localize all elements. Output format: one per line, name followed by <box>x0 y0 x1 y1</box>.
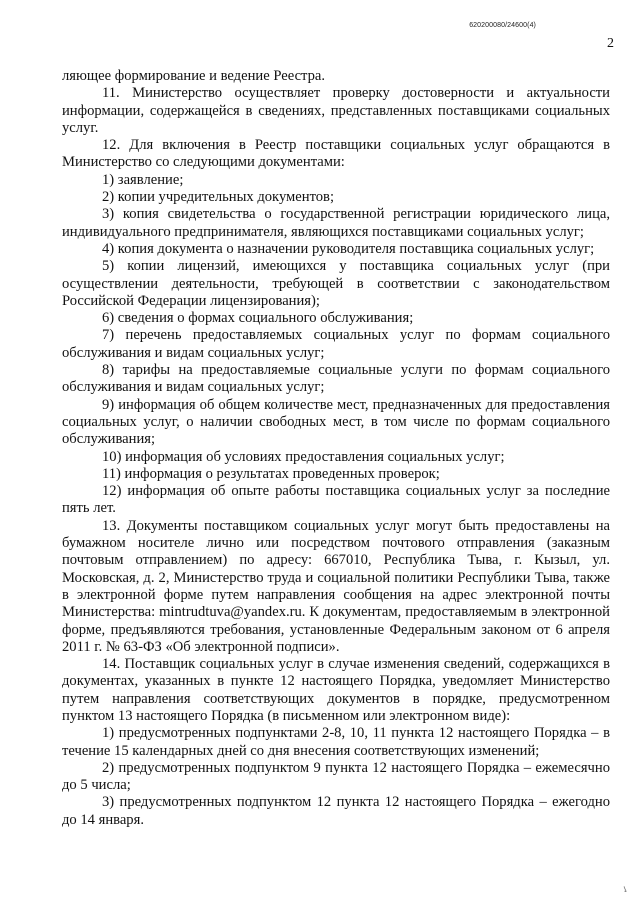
scan-artifact-mark: ✓ <box>619 883 633 896</box>
list-item-12-4: 4) копия документа о назначении руководителя поставщика социальных услуг; <box>102 240 595 257</box>
list-item-12-8: 8) тарифы на предоставляемые социальные услуги по формам социального обслуживания и видам социальных услуг; <box>62 362 610 396</box>
document-body <box>62 68 610 829</box>
list-item-14-2: 2) предусмотренных подпунктом 9 пункта 12 настоящего Порядка – ежемесячно до 5 числа; <box>62 759 610 794</box>
list-item-12-3: 3) копия свидетельства о государственной регистрации юридического лица, индивидуального предпринимателя, являющихся поставщиками социальных услуг; <box>62 206 610 240</box>
list-item-12-1: 1) заявление; <box>102 171 184 188</box>
paragraph-continuation: ляющее формирование и ведение Реестра. <box>62 68 326 84</box>
paragraph-item-13: 13. Документы поставщиком социальных услуг могут быть предоставлены на бумажном носителе лично или посредством почтового отправления (заказным почтовым отправлением) по адресу: 667010, Республика Тыва, г. Кызыл, ул. Московская, д. 2, Министерство труда и социальной политики Республики Тыва, также в электронной форме путем направления сообщения на адрес электронной почты Министерства: mintrudtuva@yandex.ru. К документам, предоставляемым в электронной форме, предъявляются требования, установленные Федеральным законом от 6 апреля 2011 г. № 63-ФЗ «Об электронной подписи». <box>62 517 610 655</box>
document-code: 620200080/24600(4) <box>469 22 536 29</box>
list-item-12-9: 9) информация об общем количестве мест, предназначенных для предоставления социальных услуг, о наличии свободных мест, в том числе по формам социального обслуживания; <box>62 396 610 448</box>
list-item-12-11: 11) информация о результатах проведенных проверок; <box>102 465 440 482</box>
page-number: 2 <box>607 36 614 51</box>
list-item-12-6: 6) сведения о формах социального обслуживания; <box>102 310 414 327</box>
list-item-12-2: 2) копии учредительных документов; <box>102 189 334 206</box>
list-item-12-12: 12) информация об опыте работы поставщика социальных услуг за последние пять лет. <box>62 483 610 517</box>
list-item-12-5: 5) копии лицензий, имеющихся у поставщика социальных услуг (при осуществлении деятельности, требующей в соответствии с законодательством Российской Федерации лицензирования); <box>62 258 610 309</box>
paragraph-item-12: 12. Для включения в Реестр поставщики социальных услуг обращаются в Министерство со следующими документами: <box>62 137 610 171</box>
paragraph-item-14: 14. Поставщик социальных услуг в случае изменения сведений, содержащихся в документах, указанных в пункте 12 настоящего Порядка, уведомляет Министерство путем направления соответствующих документов в порядке, предусмотренном пунктом 13 настоящего Порядка (в письменном или электронном виде): <box>62 656 610 724</box>
list-item-12-7: 7) перечень предоставляемых социальных услуг по формам социального обслуживания и видам социальных услуг; <box>62 327 610 361</box>
paragraph-item-11: 11. Министерство осуществляет проверку достоверности и актуальности информации, содержащейся в сведениях, представленных поставщиками социальных услуг. <box>62 85 610 136</box>
list-item-14-3: 3) предусмотренных подпунктом 12 пункта 12 настоящего Порядка – ежегодно до 14 января. <box>62 794 610 828</box>
list-item-12-10: 10) информация об условиях предоставления социальных услуг; <box>102 448 505 465</box>
list-item-14-1: 1) предусмотренных подпунктами 2-8, 10, 11 пункта 12 настоящего Порядка – в течение 15 календарных дней со дня внесения соответствующих изменений; <box>62 725 610 759</box>
